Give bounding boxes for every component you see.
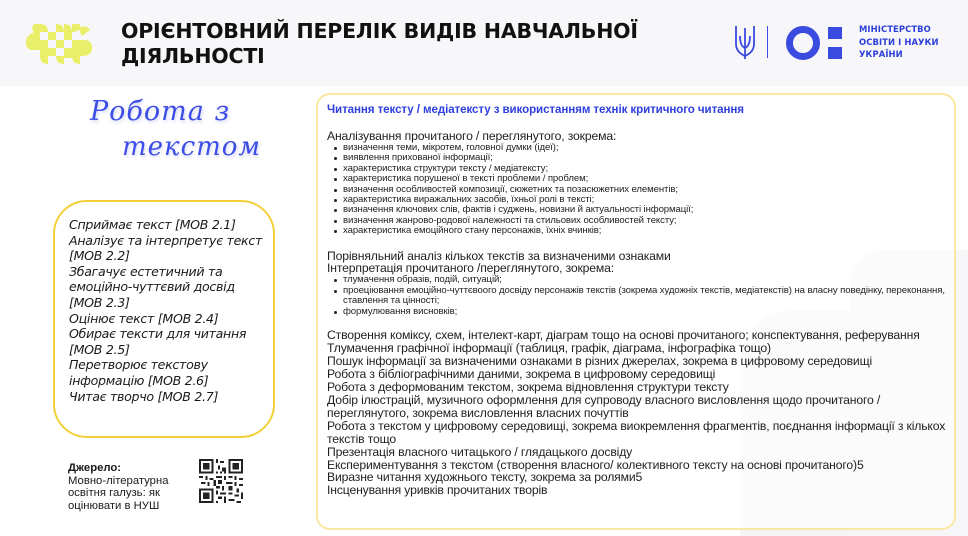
analysis-intro: Аналізування прочитаного / переглянутого, зокрема: [327,129,617,143]
outcome-item: Збагачує естетичний та емоційно-чуттєвий досвід [МОВ 2.3] [69,263,235,310]
activities-content-box [316,93,956,530]
outcome-item: Обирає тексти для читання [МОВ 2.5] [69,326,247,357]
bullet-item: характеристика структури тексту / медіатексту; [333,164,946,174]
activity-item: Добір ілюстрацій, музичного оформлення для супроводу власного висловлення щодо прочитаного / переглянутого, зокрема висловлення власних почуттів [327,392,881,420]
ministry-logo [734,22,954,66]
outcome-item: Читає творчо [МОВ 2.7] [69,388,219,404]
activity-item: Робота з текстом у цифровому середовищі, зокрема виокремлення фрагментів, поєднання інформації з кількох текстів тощо [327,418,946,446]
comparative-analysis-line: Порівняльний аналіз кількох текстів за визначеними ознаками [327,248,671,263]
header [0,0,968,86]
learning-outcomes-box [53,200,275,438]
activity-item: Експериментування з текстом (створення власного/ колективного тексту на основі прочитаного)5 [327,457,864,472]
activity-item: Створення коміксу, схем, інтелект-карт, діаграм тощо на основі прочитаного; конспектування, реферування [327,328,920,342]
trident-icon [734,24,756,60]
interpretation-group [327,250,946,317]
activity-item: Виразне читання художнього тексту, зокрема за ролями5 [327,470,643,485]
activity-item: Робота з деформованим текстом, зокрема відновлення структури тексту [327,379,729,394]
bullet-item: визначення ключових слів, фактів і суджень, новизни й актуальності інформації; [333,205,946,215]
bullet-item: характеристика порушеної в тексті проблеми / проблем; [333,174,946,184]
bullet-item: виявлення прихованої інформації; [333,153,946,163]
bullet-item: визначення жанрово-родової належності та стильових особливостей тексту; [333,216,946,226]
logo-separator [767,26,768,58]
bullet-item: характеристика емоційного стану персонажів, їхніх вчинків; [333,226,946,236]
source-text[interactable]: Мовно-літературна освітня галузь: як оцінювати в НУШ [68,474,169,512]
ministry-line-2: ОСВІТИ І НАУКИ [859,36,939,47]
mon-mark-icon [786,24,852,62]
bullet-item: характеристика виражальних засобів, їхньої ролі в тексті; [333,195,946,205]
analysis-bullets [333,143,946,237]
interpretation-intro: Інтерпретація прочитаного /переглянутого, зокрема: [327,261,615,276]
section-script-title [80,92,260,172]
page-title: ОРІЄНТОВНИЙ ПЕРЕЛІК ВИДІВ НАВЧАЛЬНОЇ ДІЯЛЬНОСТІ [121,19,638,68]
qr-code-icon[interactable] [199,459,243,503]
nush-logo-icon [26,20,98,66]
outcome-item: Оцінює текст [МОВ 2.4] [69,310,219,326]
analysis-group [327,130,946,237]
activity-item: Пошук інформації за визначеними ознаками в різних джерелах, зокрема в цифровому середовищі [327,353,873,368]
interpretation-bullets [333,275,946,317]
activity-item: Інсценування уривків прочитаних творів [327,483,548,498]
activity-item: Робота з бібліографічними даними, зокрема в цифровому середовищі [327,366,716,381]
script-title-line-1: Робота з [90,96,231,127]
bullet-item: тлумачення образів, подій, ситуацій; [333,275,946,285]
bullet-item: проеціювання емоційно-чуттєвоого досвіду персонажів текстів (зокрема художніх текстів, медіатекстів) на власну поведінку, переконання, ставлення та цінності; [333,286,946,307]
outcome-item: Сприймає текст [МОВ 2.1] [69,217,236,232]
source-label: Джерело: [68,462,122,474]
activity-item: Презентація власного читацького / глядацького досвіду [327,444,633,459]
bullet-item: визначення особливостей композиції, сюжетних та позасюжетних елементів; [333,185,946,195]
outcome-item: Аналізує та інтерпретує текст [МОВ 2.2] [69,232,262,264]
ministry-line-3: УКРАЇНИ [859,49,903,59]
outcome-item: Перетворює текстову інформацію [МОВ 2.6] [69,357,209,388]
bullet-item: формулювання висновків; [333,307,946,317]
script-title-line-2: текстом [122,132,261,162]
ministry-name [859,23,959,61]
ministry-line-1: МІНІСТЕРСТВО [859,24,931,34]
activity-item: Тлумачення графічної інформації (таблиця, графік, діаграма, інфографіка тощо) [327,340,771,355]
source-note [68,462,188,512]
bullet-item: визначення теми, мікротем, головної думки (ідеї); [333,143,946,153]
activities-list [327,329,946,497]
content-heading: Читання тексту / медіатексту з використанням технік критичного читання [327,103,744,116]
